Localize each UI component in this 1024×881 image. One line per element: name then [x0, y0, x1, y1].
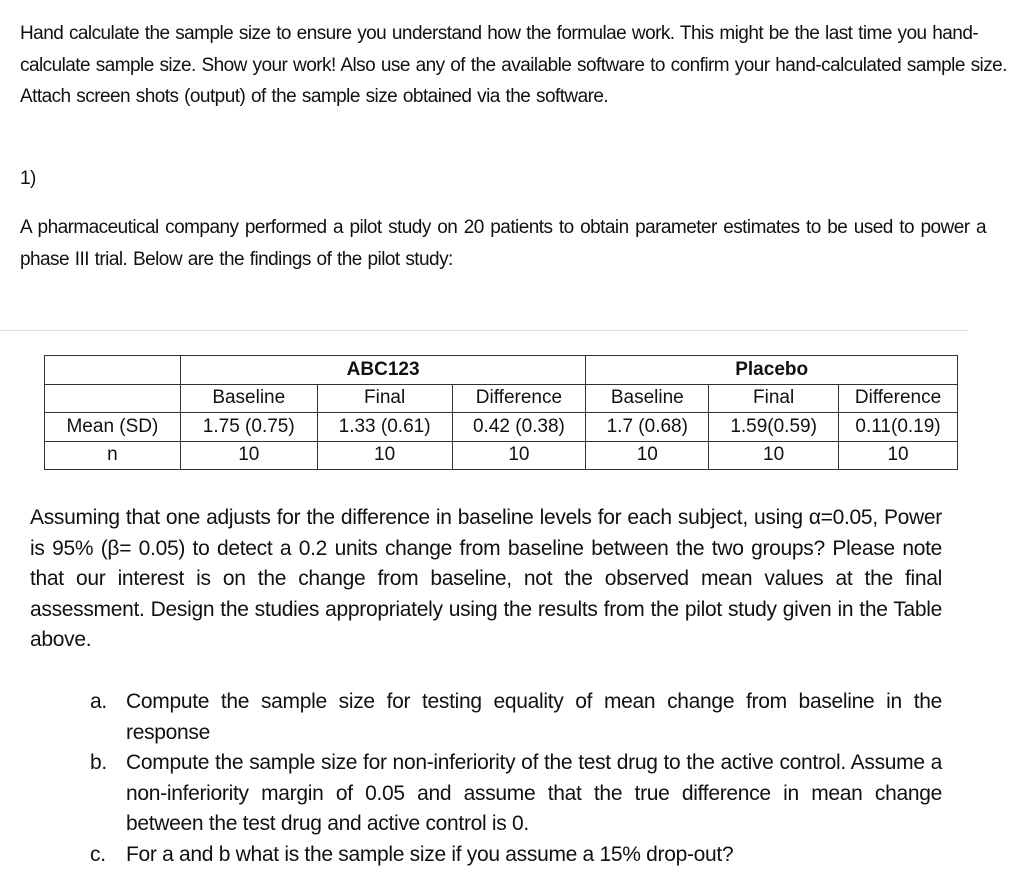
table-cell: 10: [452, 441, 586, 470]
question-part-text: For a and b what is the sample size if you assume a 15% drop-out?: [126, 842, 734, 866]
table-row-label-empty: [45, 384, 181, 413]
question-part-c: [90, 840, 942, 871]
table-cell: 10: [709, 441, 839, 470]
pilot-study-paragraph: A pharmaceutical company performed a pilot study on 20 patients to obtain parameter estimates to be used to power a phase III trial. Below are the findings of the pilot study:: [20, 217, 986, 270]
table-cell: 1.33 (0.61): [317, 413, 452, 442]
group-header-placebo: Placebo: [586, 356, 958, 385]
pilot-findings-table: [44, 355, 958, 470]
table-cell: 10: [180, 441, 317, 470]
table-corner-cell: [45, 356, 181, 385]
table-cell: 1.75 (0.75): [180, 413, 317, 442]
column-header: Difference: [452, 384, 586, 413]
table-group-header-row: [45, 356, 958, 385]
table-cell: 10: [839, 441, 958, 470]
table-cell: 1.59(0.59): [709, 413, 839, 442]
table-row: [45, 413, 958, 442]
section-divider: [0, 330, 968, 331]
question-parts-list: [90, 687, 942, 871]
group-header-abc123: ABC123: [180, 356, 586, 385]
column-header: Baseline: [180, 384, 317, 413]
table-cell: 0.42 (0.38): [452, 413, 586, 442]
row-label: n: [45, 441, 181, 470]
assumption-paragraph: Assuming that one adjusts for the difference in baseline levels for each subject, using α=0.05, Power is 95% (β= 0.05) to detect a 0.2 units change from baseline between the two groups? Please note that our interest is on the change from baseline, not the observed mean values at the final assessment. Design the studies appropriately using the results from the pilot study given in the Table above.: [30, 506, 942, 652]
list-marker: c.: [90, 842, 106, 866]
table-cell: 1.7 (0.68): [586, 413, 709, 442]
column-header: Final: [317, 384, 452, 413]
question-part-b: [90, 748, 942, 840]
question-part-a: [90, 687, 942, 748]
question-part-text: Compute the sample size for testing equality of mean change from baseline in the response: [126, 690, 942, 744]
table-cell: 10: [586, 441, 709, 470]
row-label: Mean (SD): [45, 413, 181, 442]
table-cell: 0.11(0.19): [839, 413, 958, 442]
column-header: Baseline: [586, 384, 709, 413]
table-subheader-row: [45, 384, 958, 413]
question-part-text: Compute the sample size for non-inferiority of the test drug to the active control. Assume a non-inferiority margin of 0.05 and assume that the true difference in mean change between the test drug and active control is 0.: [126, 751, 942, 836]
question-number: 1): [20, 168, 36, 189]
table-row: [45, 441, 958, 470]
table-cell: 10: [317, 441, 452, 470]
instructions-paragraph: Hand calculate the sample size to ensure you understand how the formulae work. This might be the last time you hand-calculate sample size. Show your work! Also use any of the available software to confirm your hand-calculated sample size. Attach screen shots (output) of the sample size obtained via the software.: [20, 23, 1007, 107]
list-marker: a.: [90, 690, 107, 713]
list-marker: b.: [90, 751, 107, 775]
column-header: Final: [709, 384, 839, 413]
column-header: Difference: [839, 384, 958, 413]
